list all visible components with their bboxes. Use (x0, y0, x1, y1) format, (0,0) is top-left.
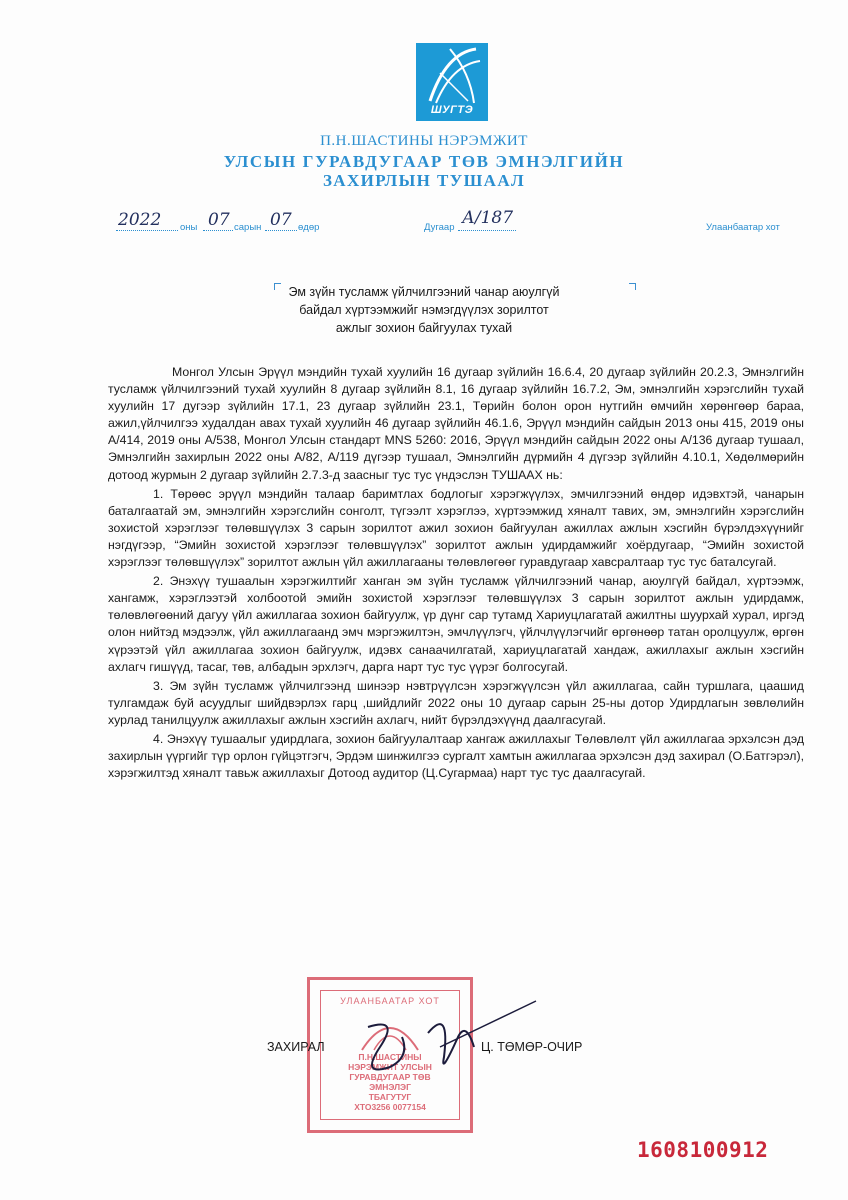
number-label: Дугаар (424, 222, 455, 233)
order-subject (0, 283, 848, 337)
order-number: А/187 (462, 208, 514, 228)
day-underline (265, 230, 297, 231)
month-underline (203, 230, 233, 231)
order-item-2: 2. Энэхүү тушаалын хэрэгжилтийг ханган эм зүйн тусламж үйлчилгээний чанар, аюулгүй байдал, хүртээмж, хангамж, хэрэглээтэй холбоотой эмийн зохистой хэрэглээг төлөвшүүлэх 3 сарын зорилтот ажлын удирдамж, төлөвлөгөөний дагуу үйл ажиллагаа зохион байгуулж, үр дүнг сар тутамд Хариуцлагатай ажилтны шуурхай хурал, иргэд олон нийтэд мэдээлж, үйл ажиллагаанд эмч мэргэжилтэн, эмчлүүлэгч, үйлчлүүлэгчийг өргөнөөр татан оролцуулж, өргөн хүрээтэй үйл ажиллагаа зохион байгуулж, идэвх санаачилгатай, хариуцлагатай хандаж, ажиллахыг ажлын хэсгийн ахлагч гишүүд, тасаг, төв, албадын эрхлэгч, дарга нарт тус тус үүрэг болгосугай. (108, 574, 804, 674)
subject-line-3: ажлыг зохион байгуулах тухай (335, 321, 513, 335)
order-item-3: 3. Эм зүйн тусламж үйлчилгээнд шинээр нэвтрүүлсэн хэрэгжүүлсэн үйл ажиллагаа, сайн туршлага, цаашид тулгамдаж буй асуудлыг шийдвэрлэх гарц ,шийдлийг 2022 оны 10 дугаар сарын 25-ны дотор Удирдлагын зөвлөлийн хурлад танилцуулж ажиллахыг ажлын хэсгийн ахлагч, нийт бүрэлдэхүүнд даалгасугай. (108, 678, 804, 727)
order-month: 07 (208, 210, 230, 230)
order-item-1: 1. Төрөөс эрүүл мэндийн талаар баримтлах бодлогыг хэрэгжүүлэх, эмчилгээний өндөр идэвхтэй, чанарын баталгаатай эм, эмнэлгийн хэрэгслийн сонголт, түгээлт хэрэглээ, хүртээмжид хяналт тавих, эм, эмнэлгийн хэрэгслийн зохистой хэрэглээг төлөвшүүлэх 3 сарын зорилтот ажил зохион байгуулан ажиллах ажлын хэсгийн бүрэлдэхүүнийг нэгдүгээр, “Эмийн зохистой хэрэглээг төлөвшүүлэх” зорилтот ажлын удирдамжийг хоёрдугаар, “Эмийн зохистой хэрэглээг төлөвшүүлэх” зорилтот ажлын үйл ажиллагааны төлөвлөгөөг гуравдугаар хавсралтаар тус тус баталсугай. (108, 486, 804, 570)
stamp-line-5: ТБАГУТУГ (368, 1092, 412, 1102)
city-label: Улаанбаатар хот (706, 222, 780, 233)
subject-line-1: Эм зүйн тусламж үйлчилгээний чанар аюулгүй (288, 285, 560, 299)
year-label: оны (180, 222, 198, 233)
stamp-line-3: ГУРАВДУГААР ТӨВ (349, 1072, 431, 1082)
intro-paragraph: Монгол Улсын Эрүүл мэндийн тухай хуулийн 16 дугаар зүйлийн 16.6.4, 20 дугаар зүйлийн 20.2.3, Эмнэлгийн тусламж үйлчилгээний тухай хуулийн 8 дугаар зүйлийн 8.1, 16 дугаар зүйлийн 16.7.2, Эм, эмнэлгийн хэрэгслийн тухай хуулийн 17 дугээр зүйлийн 17.1, 23 дугаар зүйлийн 23.1, Төрийн болон орон нутгийн өмчийн хөрөнгөөр бараа, ажил,үйлчилгээ худалдан авах тухай хуулийн 46 дугаар зүйлийн 46.1.6, Эрүүл мэндийн сайдын 2013 оны 415, 2019 оны А/414, 2019 оны А/538, Монгол Улсын стандарт MNS 5260: 2016, Эрүүл мэндийн сайдын 2022 оны А/136 дугаар тушаал, Эмнэлгийн захирлын 2022 оны А/82, А/119 дүгээр тушаал, Эмнэлгийн дүрмийн 4 дүгээр зүйлийн 4.10.1, Хөдөлмөрийн дотоод журмын 2 дугаар зүйлийн 2.7.3-д заасныг тус тус үндэслэн ТУШААХ нь: (108, 365, 804, 482)
order-meta-row (0, 210, 848, 240)
order-day: 07 (270, 210, 292, 230)
order-body (108, 364, 804, 784)
header-line-3: ЗАХИРЛЫН ТУШААЛ (322, 171, 526, 190)
stamp-line-4: ЭМНЭЛЭГ (369, 1082, 411, 1092)
stamp-line-6: ХТО3256 0077154 (354, 1102, 426, 1112)
year-underline (116, 230, 178, 231)
day-label: өдөр (298, 222, 320, 233)
stamp-line-1: П.Н.ШАСТИНЫ (358, 1052, 422, 1062)
logo-text: ШУГТЭ (430, 104, 474, 116)
hospital-logo (416, 43, 488, 121)
month-label: сарын (234, 222, 262, 233)
header-line-2: УЛСЫН ГУРАВДУГААР ТӨВ ЭМНЭЛГИЙН (223, 152, 625, 171)
order-year: 2022 (118, 210, 162, 230)
serial-number: 1608100912 (637, 1138, 769, 1162)
number-underline (458, 230, 516, 231)
handwritten-signature (340, 997, 540, 1087)
stamp-line-2: НЭРЭМЖИТ УЛСЫН (348, 1062, 432, 1072)
subject-line-2: байдал хүртээмжийг нэмэгдүүлэх зорилтот (299, 303, 549, 317)
signatory-name: Ц. ТӨМӨР-ОЧИР (481, 1040, 583, 1054)
signatory-title: ЗАХИРАЛ (267, 1040, 325, 1054)
order-item-4: 4. Энэхүү тушаалыг удирдлага, зохион байгуулалтаар хангаж ажиллахыг Төлөвлөлт үйл ажиллагаа эрхэлсэн дэд захирлын үүргийг түр орлон гүйцэтгэгч, Эрдэм шинжилгээ сургалт хамтын ажиллагаа эрхэлсэн дэд захирал (О.Батгэрэл), хэрэгжилтэд хяналт тавьж ажиллахыг Дотоод аудитор (Ц.Сугармаа) нарт тус тус даалгасугай. (108, 731, 804, 781)
header-line-1: П.Н.ШАСТИНЫ НЭРЭМЖИТ (320, 133, 528, 149)
stamp-city: УЛААНБААТАР ХОТ (340, 996, 440, 1006)
